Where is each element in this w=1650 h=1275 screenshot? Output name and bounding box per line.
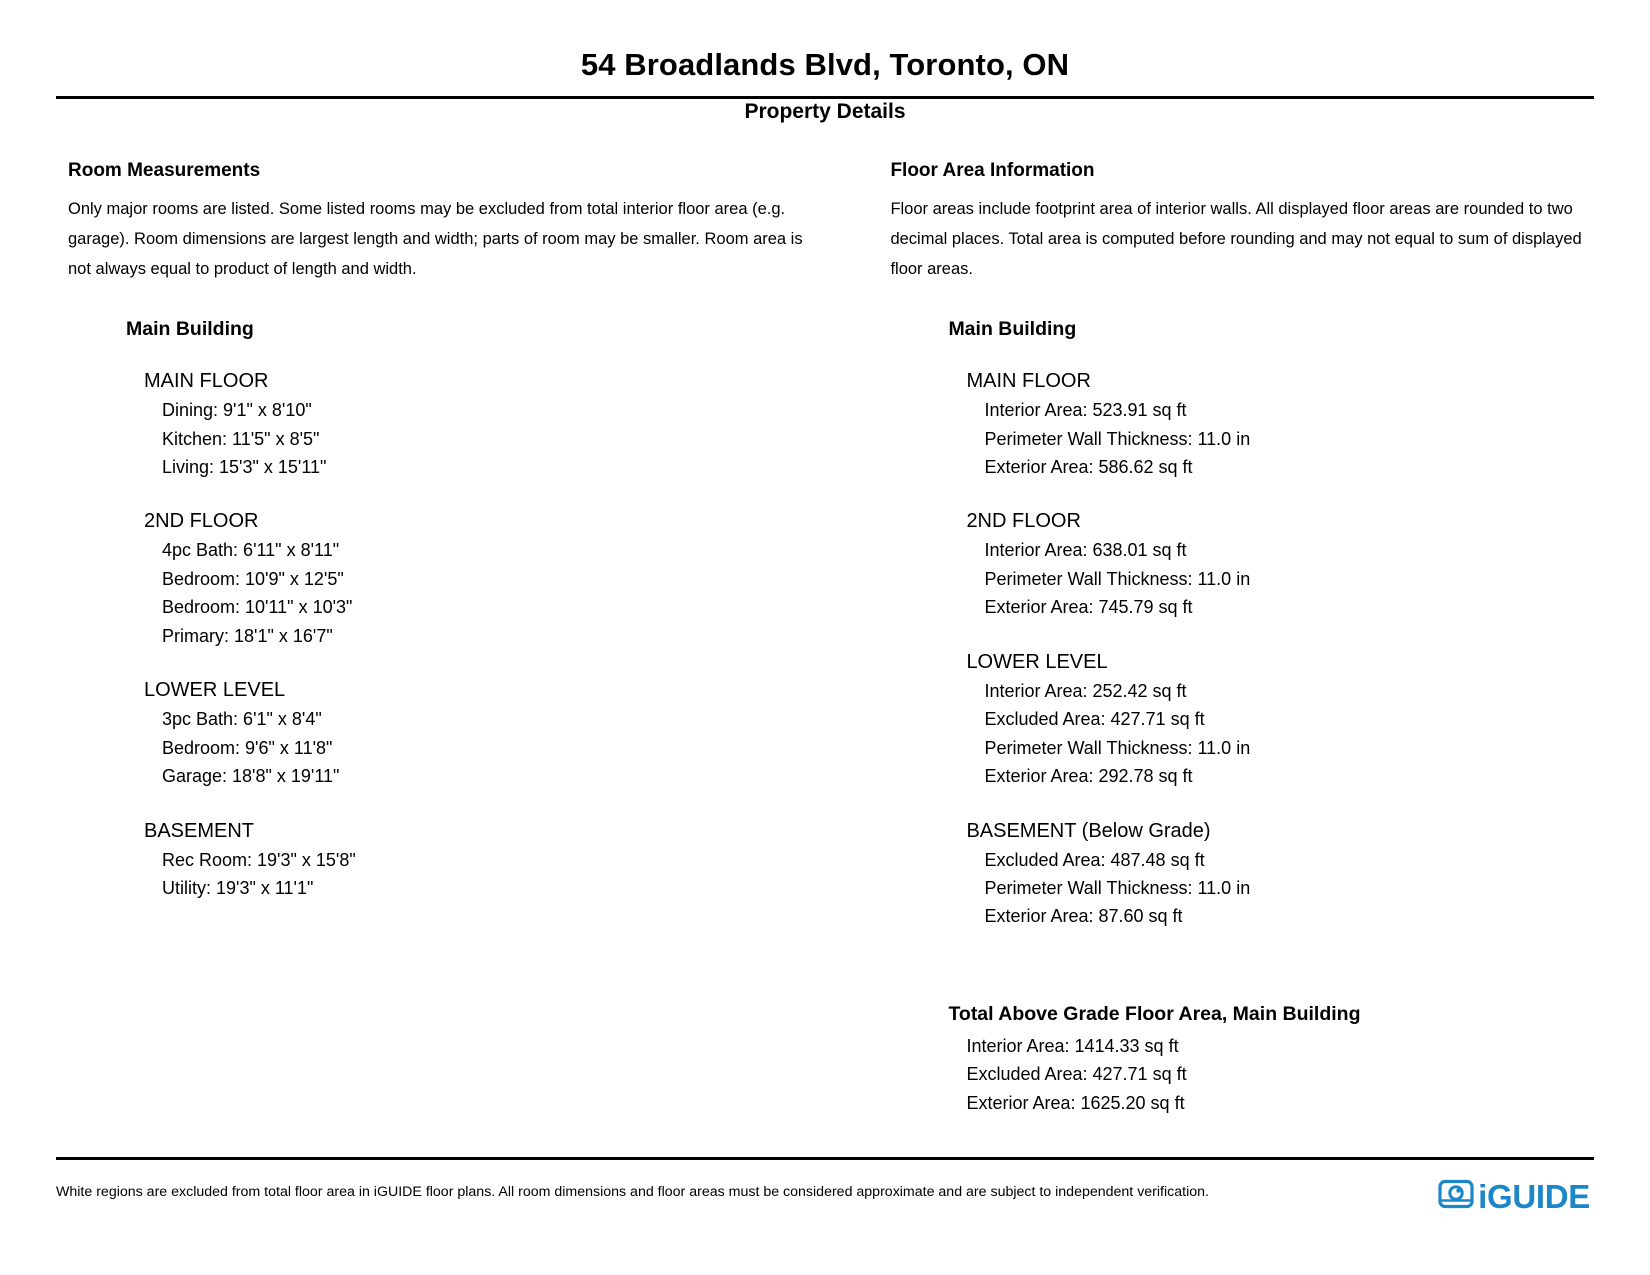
area-line: Excluded Area: 427.71 sq ft [984,709,1205,730]
total-line: Interior Area: 1414.33 sq ft [966,1035,1179,1056]
right-building-label: Main Building [948,318,1077,341]
total-line: Exterior Area: 1625.20 sq ft [966,1092,1185,1113]
room-line: Living: 15'3" x 15'11" [162,457,327,478]
area-line: Interior Area: 252.42 sq ft [984,680,1187,701]
room-line: 4pc Bath: 6'11" x 8'11" [162,540,340,561]
area-line: Perimeter Wall Thickness: 11.0 in [984,568,1251,589]
left-floor-name: 2ND FLOOR [144,510,259,533]
room-line: Dining: 9'1" x 8'10" [162,400,312,421]
footer-disclaimer: White regions are excluded from total floor area in iGUIDE floor plans. All room dimensions and floor areas must be considered approximate and are subject to independent verification. [56,1184,1209,1200]
area-line: Interior Area: 638.01 sq ft [984,540,1187,561]
left-floor-block [68,367,808,481]
right-floor-block [890,648,1594,791]
total-above-grade-heading: Total Above Grade Floor Area, Main Building [948,1002,1361,1025]
room-line: 3pc Bath: 6'1" x 8'4" [162,709,322,730]
area-line: Perimeter Wall Thickness: 11.0 in [984,877,1251,898]
right-floor-block [890,367,1594,481]
left-floor-name: LOWER LEVEL [144,679,286,702]
page-subtitle: Property Details [744,100,906,124]
right-floor-name: LOWER LEVEL [966,650,1108,673]
area-line: Perimeter Wall Thickness: 11.0 in [984,428,1251,449]
left-floor-name: MAIN FLOOR [144,370,269,393]
right-floor-name: 2ND FLOOR [966,510,1081,533]
right-building-group [890,318,1594,1117]
room-line: Bedroom: 10'9" x 12'5" [162,568,344,589]
right-floor-block [890,507,1594,621]
total-above-grade-block [890,1003,1594,1117]
iguide-camera-icon [1437,1175,1475,1218]
room-measurements-note: Only major rooms are listed. Some listed rooms may be excluded from total interior floor area (e.g. garage). Room dimensions are largest length and width; parts of room may be smaller. Room area is not always equal to product of length and width. [68,200,803,279]
left-floor-name: BASEMENT [144,819,255,842]
room-measurements-heading: Room Measurements [68,160,261,182]
room-line: Bedroom: 10'11" x 10'3" [162,597,353,618]
room-line: Utility: 19'3" x 11'1" [162,877,314,898]
iguide-wordmark: iGUIDE [1478,1178,1590,1215]
room-measurements-column [68,160,808,1117]
footer-divider [56,1157,1594,1160]
footer [56,1175,1594,1218]
room-line: Rec Room: 19'3" x 15'8" [162,849,356,870]
iguide-logo [1437,1175,1594,1218]
left-floor-block [68,507,808,650]
floor-area-column [852,160,1594,1117]
room-line: Primary: 18'1" x 16'7" [162,625,333,646]
right-floor-name: BASEMENT (Below Grade) [966,819,1211,842]
room-line: Bedroom: 9'6" x 11'8" [162,737,333,758]
header-divider [56,96,1594,99]
right-floor-block [890,817,1594,931]
area-line: Exterior Area: 745.79 sq ft [984,597,1193,618]
area-line: Perimeter Wall Thickness: 11.0 in [984,737,1251,758]
area-line: Exterior Area: 292.78 sq ft [984,766,1193,787]
page-title: 54 Broadlands Blvd, Toronto, ON [580,47,1070,82]
total-line: Excluded Area: 427.71 sq ft [966,1064,1187,1085]
content-columns [0,160,1650,1117]
room-line: Garage: 18'8" x 19'11" [162,766,340,787]
floor-area-heading: Floor Area Information [890,160,1095,182]
area-line: Interior Area: 523.91 sq ft [984,400,1187,421]
area-line: Excluded Area: 487.48 sq ft [984,849,1205,870]
left-building-label: Main Building [126,318,254,341]
left-floor-block [68,676,808,790]
room-line: Kitchen: 11'5" x 8'5" [162,428,320,449]
area-line: Exterior Area: 586.62 sq ft [984,457,1193,478]
area-line: Exterior Area: 87.60 sq ft [984,906,1183,927]
left-building-group [68,318,808,902]
floor-area-note: Floor areas include footprint area of interior walls. All displayed floor areas are rounded to two decimal places. Total area is computed before rounding and may not equal to sum of displayed floor areas. [890,200,1582,279]
left-floor-block [68,817,808,903]
right-floor-name: MAIN FLOOR [966,370,1091,393]
